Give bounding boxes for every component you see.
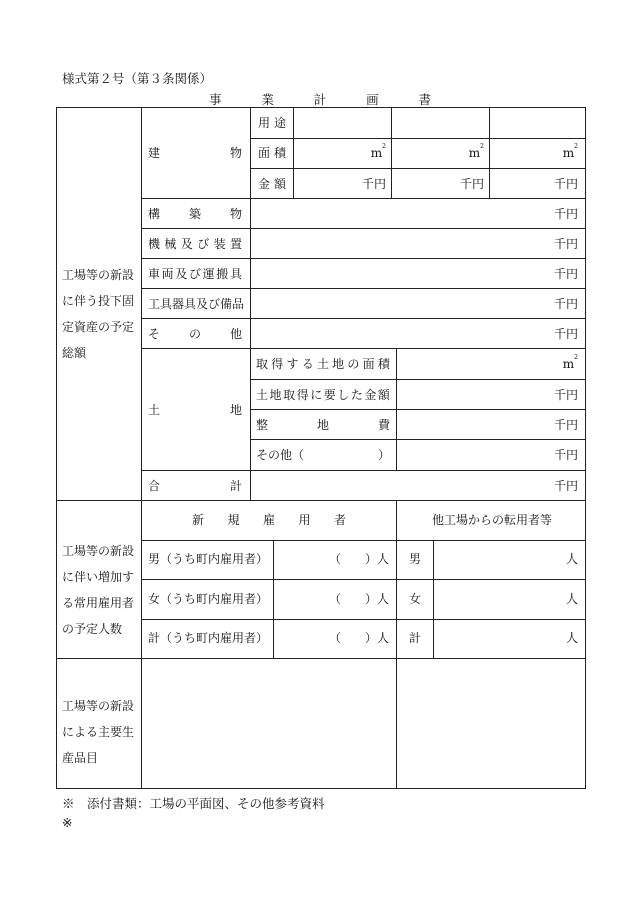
char: 費 xyxy=(377,418,390,432)
char: 計 xyxy=(229,479,242,493)
row-line xyxy=(141,258,586,259)
land-cost-label xyxy=(256,389,390,401)
amount-label xyxy=(258,178,286,190)
char: 及 xyxy=(175,267,188,281)
char: 土 xyxy=(256,388,269,402)
employment-sub-divider xyxy=(273,540,274,658)
unit-superscript: 2 xyxy=(574,143,578,150)
section-divider xyxy=(56,658,586,659)
char: 用 xyxy=(298,513,311,527)
total-transfer-unit: 人 xyxy=(565,631,578,645)
male-transfer-unit: 人 xyxy=(565,552,578,566)
land-area-label xyxy=(256,358,390,370)
char: 得 xyxy=(271,357,284,371)
land-area-unit xyxy=(500,354,578,371)
employment-sub-divider xyxy=(433,540,434,658)
land-col-divider xyxy=(396,348,397,470)
unit-superscript: 2 xyxy=(574,354,578,361)
char: 用 xyxy=(258,116,271,130)
building-label xyxy=(148,147,242,159)
row-line xyxy=(141,619,586,620)
building-col-divider xyxy=(489,107,490,199)
char: 両 xyxy=(161,267,174,281)
char: 運 xyxy=(202,267,215,281)
row-line xyxy=(250,379,586,380)
machinery-unit: 千円 xyxy=(553,237,578,251)
building-col-divider xyxy=(391,107,392,199)
char: 及 xyxy=(180,237,193,251)
char: 物 xyxy=(229,146,242,160)
border-left xyxy=(56,107,57,789)
border-bottom xyxy=(56,788,586,789)
grading-unit: 千円 xyxy=(553,418,578,432)
form-number: 様式第２号（第３条関係） xyxy=(62,71,213,86)
char: 置 xyxy=(229,237,242,251)
char: 搬 xyxy=(216,267,229,281)
land-other-unit: 千円 xyxy=(553,448,578,462)
char: 装 xyxy=(213,237,226,251)
amount-unit: 千円 xyxy=(553,177,578,191)
total-transfer-label: 計 xyxy=(409,631,422,645)
char: 土 xyxy=(148,403,161,417)
char: 取 xyxy=(256,357,269,371)
border-right xyxy=(585,107,586,789)
char: 地 xyxy=(269,388,282,402)
grading-label xyxy=(256,419,390,431)
char: び xyxy=(188,267,201,281)
transfers-header: 他工場からの転用者等 xyxy=(432,513,553,527)
land-other-label xyxy=(256,449,390,461)
char: 取 xyxy=(283,388,296,402)
char: す xyxy=(286,357,299,371)
char: 規 xyxy=(227,513,240,527)
char: 械 xyxy=(164,237,177,251)
unit-superscript: 2 xyxy=(480,143,484,150)
document-title xyxy=(209,90,431,108)
vehicles-unit: 千円 xyxy=(553,267,578,281)
char: の xyxy=(347,357,360,371)
unit-text: m xyxy=(562,357,575,371)
female-local-count: （ ）人 xyxy=(328,592,389,606)
item-column-divider xyxy=(250,107,251,501)
title-char: 業 xyxy=(261,92,274,107)
amount-unit: 千円 xyxy=(361,177,386,191)
land-cost-unit: 千円 xyxy=(553,388,578,402)
investment-section-label: 工場等の新設に伴う投下固定資産の予定総額 xyxy=(62,268,135,360)
char: 機 xyxy=(148,237,161,251)
row-line xyxy=(141,318,586,319)
male-local-count: （ ）人 xyxy=(328,552,389,566)
row-line xyxy=(250,168,586,169)
char: 新 xyxy=(192,513,205,527)
tools-unit: 千円 xyxy=(553,297,578,311)
char: 金 xyxy=(258,177,271,191)
title-char: 事 xyxy=(209,92,222,107)
area-unit xyxy=(320,143,386,160)
unit-text: m xyxy=(370,146,383,160)
building-sub-divider xyxy=(293,107,294,199)
unit-superscript: 2 xyxy=(382,143,386,150)
char: そ xyxy=(148,327,161,341)
other-unit: 千円 xyxy=(553,327,578,341)
other-open: その他（ xyxy=(256,448,305,462)
structures-label xyxy=(148,208,242,220)
row-line xyxy=(141,198,586,199)
char: 築 xyxy=(188,207,201,221)
female-transfer-unit: 人 xyxy=(565,592,578,606)
products-section-label: 工場等の新設による主要生産品目 xyxy=(62,699,135,765)
char: 者 xyxy=(333,513,346,527)
section-divider xyxy=(56,500,586,501)
machinery-label xyxy=(148,238,242,250)
char: 得 xyxy=(296,388,309,402)
char: に xyxy=(310,388,323,402)
char: 積 xyxy=(377,357,390,371)
char: 車 xyxy=(148,267,161,281)
char: 積 xyxy=(273,146,286,160)
row-line xyxy=(141,579,586,580)
char: 地 xyxy=(332,357,345,371)
row-line xyxy=(250,439,586,440)
char: 地 xyxy=(316,418,329,432)
char: 地 xyxy=(229,403,242,417)
char: 要 xyxy=(323,388,336,402)
structures-unit: 千円 xyxy=(553,207,578,221)
row-line xyxy=(250,138,586,139)
char: び xyxy=(197,237,210,251)
title-char: 書 xyxy=(418,92,431,107)
char: 額 xyxy=(377,388,390,402)
unit-text: m xyxy=(562,146,575,160)
vehicles-label xyxy=(148,268,242,280)
char: 面 xyxy=(258,146,271,160)
char: 土 xyxy=(316,357,329,371)
new-hires-header xyxy=(192,514,346,526)
char: の xyxy=(188,327,201,341)
char: 建 xyxy=(148,146,161,160)
border-top xyxy=(56,107,586,108)
char: 面 xyxy=(362,357,375,371)
row-line xyxy=(141,348,586,349)
land-label xyxy=(148,404,242,416)
row-line xyxy=(141,470,586,471)
row-line xyxy=(141,228,586,229)
unit-text: m xyxy=(468,146,481,160)
area-unit xyxy=(418,143,484,160)
row-line xyxy=(250,409,586,410)
char: 物 xyxy=(229,207,242,221)
total-unit: 千円 xyxy=(553,479,578,493)
char: し xyxy=(337,388,350,402)
female-transfer-label: 女 xyxy=(409,592,422,606)
other-label xyxy=(148,328,242,340)
total-label xyxy=(148,480,242,492)
row-line xyxy=(141,288,586,289)
char: 構 xyxy=(148,207,161,221)
area-label xyxy=(258,147,286,159)
char: 途 xyxy=(273,116,286,130)
other-close: ） xyxy=(377,448,390,462)
female-label: 女（うち町内雇用者） xyxy=(148,592,269,606)
male-label: 男（うち町内雇用者） xyxy=(148,552,269,566)
products-col-divider xyxy=(396,658,397,788)
label-column-divider xyxy=(141,107,142,789)
char: 雇 xyxy=(262,513,275,527)
employment-section-label: 工場等の新設に伴い増加する常用雇用者の予定人数 xyxy=(62,544,135,636)
char: 他 xyxy=(229,327,242,341)
char: 金 xyxy=(364,388,377,402)
area-unit xyxy=(512,143,578,160)
attachments-note: ※ 添付書類：工場の平面図、その他参考資料 xyxy=(62,796,325,811)
char: 具 xyxy=(229,267,242,281)
char: る xyxy=(301,357,314,371)
char: 合 xyxy=(148,479,161,493)
male-transfer-label: 男 xyxy=(409,552,422,566)
additional-note: ※ xyxy=(62,815,73,830)
title-char: 計 xyxy=(313,92,327,107)
char: た xyxy=(350,388,363,402)
row-line xyxy=(141,540,586,541)
total-local-count: （ ）人 xyxy=(328,631,389,645)
amount-unit: 千円 xyxy=(459,177,484,191)
use-label xyxy=(258,117,286,129)
char: 額 xyxy=(273,177,286,191)
total-emp-label: 計（うち町内雇用者） xyxy=(148,631,269,645)
title-char: 画 xyxy=(366,92,379,107)
tools-label: 工具器具及び備品 xyxy=(148,297,245,311)
char: 整 xyxy=(256,418,269,432)
